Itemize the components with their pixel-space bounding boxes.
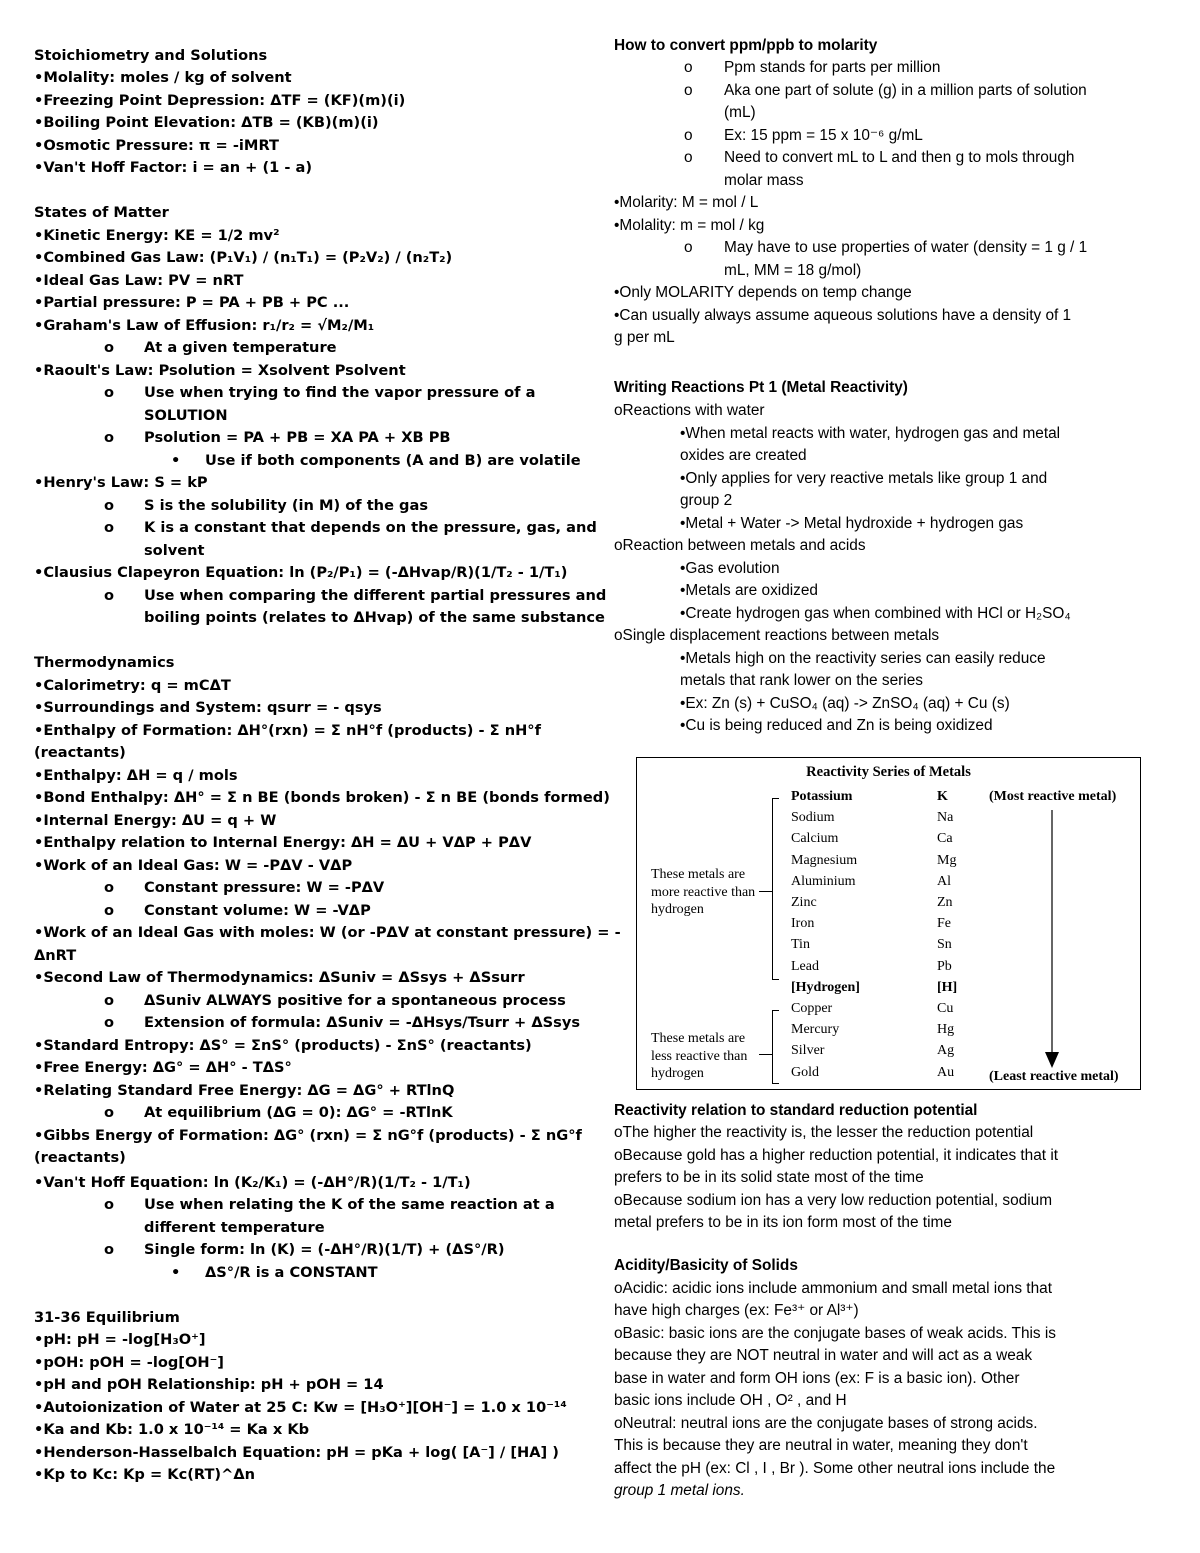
metal-symbol: Ag [937,1043,955,1059]
metal-name: Potassium [791,789,853,804]
metal-symbol: Fe [937,916,951,932]
formula-ph-poh: •pH and pOH Relationship: pH + pOH = 14 [34,1376,384,1393]
metal-name: Calcium [791,831,839,847]
bracket-above [772,798,779,980]
metal-symbol: Cu [937,1001,954,1016]
bracket-tick [759,891,772,892]
note-density-cont: g per mL [614,329,675,346]
list-item-continued: boiling points (relates to ΔHvap) of the same substance [144,609,605,626]
group-above-hydrogen: These metals are more reactive than hydrogen [651,867,756,917]
list-sub-item: • Use if both components (A and B) are volatile [171,452,581,469]
list-item: o At equilibrium (ΔG = 0): ΔG° = -RTlnK [104,1104,453,1121]
formula-free-energy: •Free Energy: ΔG° = ΔH° - TΔS° [34,1059,292,1076]
formula-internal-energy: •Internal Energy: ΔU = q + W [34,812,277,829]
list-sub-item: •When metal reacts with water, hydrogen gas and metal [680,425,1061,442]
metal-name: Sodium [791,810,835,826]
formula-bond-enthalpy: •Bond Enthalpy: ΔH° = Σ n BE (bonds broken) - Σ n BE (bonds formed) [34,789,610,806]
list-sub-item: •Metal + Water -> Metal hydroxide + hydrogen gas [680,515,1024,532]
metal-name: Zinc [791,895,817,910]
list-item: o Constant pressure: W = -PΔV [104,879,385,896]
list-sub-item: •Metals high on the reactivity series can easily reduce [680,650,1046,667]
formula-work-ideal-gas: •Work of an Ideal Gas: W = -PΔV - VΔP [34,857,353,874]
list-item-continued: mL, MM = 18 g/mol) [724,262,862,279]
list-sub-item: •Create hydrogen gas when combined with HCl or H₂SO₄ [680,605,1071,622]
list-item: o May have to use properties of water (density = 1 g / 1 [684,239,1088,256]
formula-gibbs-formation: •Gibbs Energy of Formation: ΔG° (rxn) = Σ nG°f (products) - Σ nG°f [34,1127,582,1144]
formula-clausius-clapeyron: •Clausius Clapeyron Equation: ln (P₂/P₁) = (-ΔHvap/R)(1/T₂ - 1/T₁) [34,564,568,581]
formula-work-moles: •Work of an Ideal Gas with moles: W (or -PΔV at constant pressure) = - [34,924,621,941]
metal-name: Iron [791,916,815,932]
list-item: o At a given temperature [104,339,337,356]
list-sub-item: • ΔS°/R is a CONSTANT [171,1264,378,1281]
formula-calorimetry: •Calorimetry: q = mCΔT [34,677,231,694]
formula-grahams-law: •Graham's Law of Effusion: r₁/r₂ = √M₂/M₁ [34,317,375,334]
list-item: o Single form: ln (K) = (-ΔH°/R)(1/T) + (ΔS°/R) [104,1241,505,1258]
heading-writing-reactions: Writing Reactions Pt 1 (Metal Reactivity) [614,379,908,396]
list-sub-item: •Cu is being reduced and Zn is being oxidized [680,717,993,734]
formula-autoionization: •Autoionization of Water at 25 C: Kw = [H₃O⁺][OH⁻] = 1.0 x 10⁻¹⁴ [34,1399,567,1416]
metal-symbol: Al [937,873,951,889]
heading-thermodynamics: Thermodynamics [34,654,175,671]
metal-symbol: K [937,789,948,804]
paragraph-line: oNeutral: neutral ions are the conjugate bases of strong acids. [614,1415,1038,1432]
formula-osmotic-pressure: •Osmotic Pressure: π = -iMRT [34,137,279,154]
list-sub-item: •Only applies for very reactive metals like group 1 and [680,470,1048,487]
formula-second-law: •Second Law of Thermodynamics: ΔSuniv = ΔSsys + ΔSsurr [34,969,525,986]
list-sub-item: oxides are created [680,447,807,464]
metal-symbol: Pb [937,958,952,974]
metal-name: Aluminium [791,873,856,889]
list-item: o Use when relating the K of the same reaction at a [104,1196,555,1213]
paragraph-line: basic ions include OH , O² , and H [614,1392,847,1409]
paragraph-line: oAcidic: acidic ions include ammonium and small metal ions that [614,1280,1052,1297]
list-item-continued: (mL) [724,104,756,121]
reactivity-series-table [636,757,1141,1090]
least-reactive-label: (Least reactive metal) [989,1069,1119,1084]
formula-kinetic-energy: •Kinetic Energy: KE = 1/2 mv² [34,227,280,244]
formula-vant-hoff-equation: •Van't Hoff Equation: ln (K₂/K₁) = (-ΔH°/R)(1/T₂ - 1/T₁) [34,1174,471,1191]
list-item: o Constant volume: W = -VΔP [104,902,371,919]
formula-poh: •pOH: pOH = -log[OH⁻] [34,1354,224,1371]
metal-name: Gold [791,1064,819,1080]
paragraph-line: oBecause gold has a higher reduction potential, it indicates that it [614,1147,1059,1164]
list-sub-item: •Ex: Zn (s) + CuSO₄ (aq) -> ZnSO₄ (aq) + Cu (s) [680,695,1010,712]
formula-gibbs-formation-cont: (reactants) [34,1149,126,1166]
formula-henderson-hasselbalch: •Henderson-Hasselbalch Equation: pH = pKa + log( [A⁻] / [HA] ) [34,1444,559,1461]
paragraph-line: This is because they are neutral in water, meaning they don't [614,1437,1028,1454]
paragraph-line: because they are NOT neutral in water and will act as a weak [614,1347,1033,1364]
metal-symbol: [H] [937,979,958,995]
paragraph-line: metal prefers to be in its ion form most of the time [614,1214,952,1231]
metal-name: Lead [791,958,819,974]
formula-molality-right: •Molality: m = mol / kg [614,217,765,234]
formula-combined-gas-law: •Combined Gas Law: (P₁V₁) / (n₁T₁) = (P₂V₂) / (n₂T₂) [34,249,453,266]
heading-stoichiometry: Stoichiometry and Solutions [34,47,268,64]
metal-symbol: Sn [937,937,952,953]
list-sub-item: metals that rank lower on the series [680,672,923,689]
formula-enthalpy-formation-cont: (reactants) [34,744,126,761]
list-item: o Psolution = PA + PB = XA PA + XB PB [104,429,451,446]
list-item: o Extension of formula: ΔSuniv = -ΔHsys/Tsurr + ΔSsys [104,1014,581,1031]
metal-symbol: Zn [937,895,953,910]
group-below-hydrogen: These metals are less reactive than hydrogen [651,1031,748,1081]
list-item-continued: solvent [144,542,205,559]
list-item-continued: molar mass [724,172,804,189]
paragraph-line: prefers to be in its solid state most of the time [614,1169,924,1186]
formula-standard-entropy: •Standard Entropy: ΔS° = ΣnS° (products) - ΣnS° (reactants) [34,1037,532,1054]
metal-name: Tin [791,937,810,953]
paragraph-line: group 1 metal ions. [614,1482,745,1499]
list-item: o ΔSuniv ALWAYS positive for a spontaneous process [104,992,566,1009]
formula-enthalpy: •Enthalpy: ΔH = q / mols [34,767,238,784]
formula-boiling-point: •Boiling Point Elevation: ΔTB = (KB)(m)(i) [34,114,379,131]
most-reactive-label: (Most reactive metal) [989,789,1117,804]
list-item: o Ppm stands for parts per million [684,59,941,76]
table-title: Reactivity Series of Metals [806,764,971,780]
topic-reactions-water: oReactions with water [614,402,765,419]
formula-henrys-law: •Henry's Law: S = kP [34,474,208,491]
down-arrow-icon [1045,810,1059,1068]
list-sub-item: •Gas evolution [680,560,780,577]
formula-work-moles-cont: ΔnRT [34,947,77,964]
formula-freezing-point: •Freezing Point Depression: ΔTF = (KF)(m)(i) [34,92,406,109]
note-molarity-temp: •Only MOLARITY depends on temp change [614,284,912,301]
paragraph-line: oThe higher the reactivity is, the lesser the reduction potential [614,1124,1034,1141]
list-sub-item: group 2 [680,492,733,509]
formula-vant-hoff-factor: •Van't Hoff Factor: i = an + (1 - a) [34,159,313,176]
formula-enthalpy-internal-energy: •Enthalpy relation to Internal Energy: ΔH = ΔU + VΔP + PΔV [34,834,532,851]
formula-raoults-law: •Raoult's Law: Psolution = Xsolvent Psolvent [34,362,406,379]
metal-symbol: Mg [937,852,957,868]
formula-ph: •pH: pH = -log[H₃O⁺] [34,1331,206,1348]
metal-name: Silver [791,1043,825,1059]
list-item-continued: different temperature [144,1219,325,1236]
formula-ideal-gas-law: •Ideal Gas Law: PV = nRT [34,272,244,289]
list-sub-item: •Metals are oxidized [680,582,818,599]
metal-symbol: Na [937,810,954,826]
heading-ppm-conversion: How to convert ppm/ppb to molarity [614,37,878,54]
metal-symbol: Au [937,1064,955,1080]
metal-symbol: Hg [937,1022,955,1038]
bracket-tick [759,1054,772,1055]
formula-surroundings-system: •Surroundings and System: qsurr = - qsys [34,699,382,716]
formula-relating-free-energy: •Relating Standard Free Energy: ΔG = ΔG° + RTlnQ [34,1082,455,1099]
heading-states-of-matter: States of Matter [34,204,169,221]
topic-metals-acids: oReaction between metals and acids [614,537,866,554]
list-item: o Use when trying to find the vapor pressure of a [104,384,536,401]
topic-single-displacement: oSingle displacement reactions between metals [614,627,940,644]
heading-reduction-potential: Reactivity relation to standard reduction potential [614,1102,978,1119]
list-item: o Use when comparing the different partial pressures and [104,587,607,604]
list-item: o S is the solubility (in M) of the gas [104,497,429,514]
list-item: o K is a constant that depends on the pressure, gas, and [104,519,597,536]
metal-symbol: Ca [937,831,953,847]
metal-name: Magnesium [791,852,858,868]
formula-molality: •Molality: moles / kg of solvent [34,69,292,86]
formula-kp-kc: •Kp to Kc: Kp = Kc(RT)^Δn [34,1466,256,1483]
formula-enthalpy-formation: •Enthalpy of Formation: ΔH°(rxn) = Σ nH°f (products) - Σ nH°f [34,722,541,739]
paragraph-line: oBecause sodium ion has a very low reduction potential, sodium [614,1192,1053,1209]
list-item: o Need to convert mL to L and then g to mols through [684,149,1075,166]
metal-name: Mercury [791,1022,840,1038]
note-density: •Can usually always assume aqueous solutions have a density of 1 [614,307,1072,324]
formula-partial-pressure: •Partial pressure: P = PA + PB + PC ... [34,294,350,311]
list-item-continued: SOLUTION [144,407,228,424]
heading-acidity-basicity: Acidity/Basicity of Solids [614,1257,798,1274]
bracket-below [772,1010,779,1084]
paragraph-line: have high charges (ex: Fe³⁺ or Al³⁺) [614,1302,859,1319]
heading-equilibrium: 31-36 Equilibrium [34,1309,180,1326]
metal-name: Copper [791,1001,833,1016]
list-item: o Ex: 15 ppm = 15 x 10⁻⁶ g/mL [684,127,923,144]
paragraph-line: base in water and form OH ions (ex: F is a basic ion). Other [614,1370,1020,1387]
paragraph-line: oBasic: basic ions are the conjugate bases of weak acids. This is [614,1325,1057,1342]
paragraph-line: affect the pH (ex: Cl , I , Br ). Some other neutral ions include the [614,1460,1056,1477]
metal-name: [Hydrogen] [791,979,860,995]
formula-ka-kb: •Ka and Kb: 1.0 x 10⁻¹⁴ = Ka x Kb [34,1421,310,1438]
list-item: o Aka one part of solute (g) in a million parts of solution [684,82,1087,99]
formula-molarity: •Molarity: M = mol / L [614,194,759,211]
